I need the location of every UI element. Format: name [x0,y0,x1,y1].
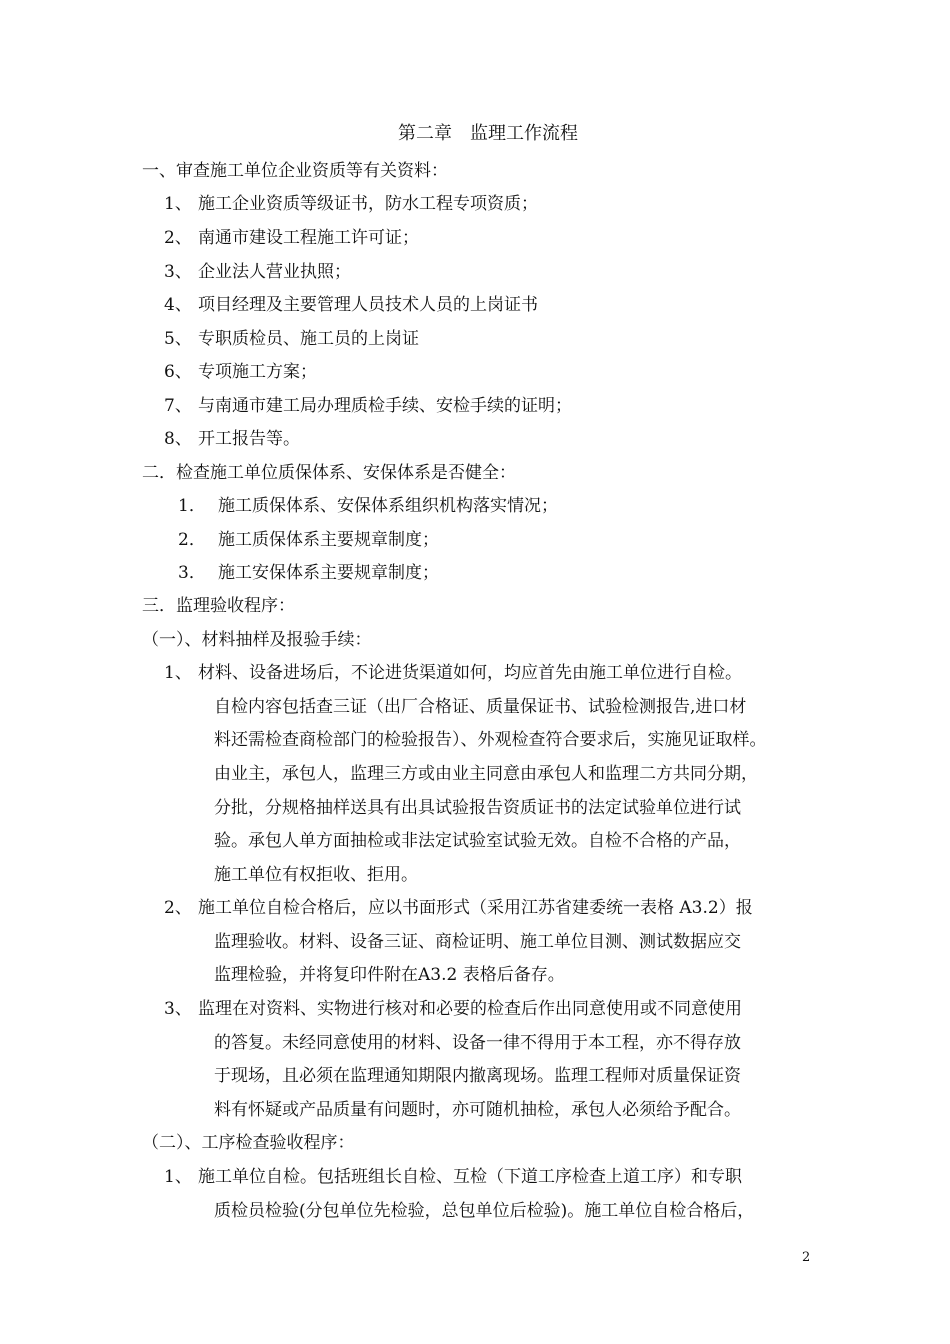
list-item-number: 2、 [164,228,192,248]
paragraph-line: 料有怀疑或产品质量有问题时，亦可随机抽检，承包人必须给予配合。 [214,1100,741,1120]
subsection-heading: （二）、工序检查验收程序： [142,1133,355,1153]
list-item-number: 3、 [164,999,192,1019]
list-item-text: 施工安保体系主要规章制度； [218,563,439,583]
list-item-number: 3、 [164,262,192,282]
list-item-number: 2、 [164,898,192,918]
list-item-number: 4、 [164,295,192,315]
paragraph-line: 验。承包人单方面抽检或非法定试验室试验无效。自检不合格的产品， [214,831,741,851]
paragraph-line: 由业主，承包人，监理三方或由业主同意由承包人和监理二方共同分期， [214,764,758,784]
paragraph-line: 监理验收。材料、设备三证、商检证明、施工单位目测、测试数据应交 [214,932,741,952]
list-item-number: 5、 [164,329,192,349]
paragraph-line: 施工单位自检。包括班组长自检、互检（下道工序检查上道工序）和专职 [198,1167,742,1187]
page-number: 2 [802,1250,811,1265]
list-item-text: 专项施工方案； [198,362,317,382]
list-item-number: 1． [178,496,206,516]
list-item-text: 专职质检员、施工员的上岗证 [198,329,419,349]
paragraph-line: 材料、设备进场后，不论进货渠道如何，均应首先由施工单位进行自检。 [198,663,742,683]
list-item-number: 7、 [164,396,192,416]
section-heading-2: 二．检查施工单位质保体系、安保体系是否健全： [142,463,516,483]
list-item-number: 2． [178,530,206,550]
paragraph-line: 料还需检查商检部门的检验报告）、外观检查符合要求后，实施见证取样。 [214,730,767,750]
paragraph-line: 施工单位自检合格后，应以书面形式（采用江苏省建委统一表格 A3.2）报 [198,898,753,918]
paragraph-line: 于现场，且必须在监理通知期限内撤离现场。监理工程师对质量保证资 [214,1066,741,1086]
paragraph-line: 施工单位有权拒收、拒用。 [214,865,418,885]
subsection-heading: （一）、材料抽样及报验手续： [142,630,372,650]
list-item-number: 3． [178,563,206,583]
section-heading-1: 一、审查施工单位企业资质等有关资料： [142,161,448,181]
list-item-number: 8、 [164,429,192,449]
list-item-text: 施工质保体系主要规章制度； [218,530,439,550]
paragraph-line: 的答复。未经同意使用的材料、设备一律不得用于本工程，亦不得存放 [214,1033,741,1053]
list-item-number: 1、 [164,663,192,683]
list-item-number: 1、 [164,194,192,214]
list-item-number: 6、 [164,362,192,382]
list-item-text: 施工质保体系、安保体系组织机构落实情况； [218,496,558,516]
list-item-text: 开工报告等。 [198,429,300,449]
paragraph-line: 质检员检验(分包单位先检验，总包单位后检验)。施工单位自检合格后， [214,1201,755,1221]
paragraph-line: 分批，分规格抽样送具有出具试验报告资质证书的法定试验单位进行试 [214,798,741,818]
list-item-text: 南通市建设工程施工许可证； [198,228,419,248]
paragraph-line: 自检内容包括查三证（出厂合格证、质量保证书、试验检测报告,进口材 [214,697,747,717]
list-item-text: 施工企业资质等级证书，防水工程专项资质； [198,194,538,214]
section-heading-3: 三．监理验收程序： [142,596,295,616]
list-item-text: 项目经理及主要管理人员技术人员的上岗证书 [198,295,538,315]
list-item-text: 企业法人营业执照； [198,262,351,282]
paragraph-line: 监理在对资料、实物进行核对和必要的检查后作出同意使用或不同意使用 [198,999,742,1019]
chapter-title: 第二章 监理工作流程 [398,123,578,144]
paragraph-line: 监理检验，并将复印件附在A3.2 表格后备存。 [214,965,565,985]
list-item-text: 与南通市建工局办理质检手续、安检手续的证明； [198,396,572,416]
list-item-number: 1、 [164,1167,192,1187]
